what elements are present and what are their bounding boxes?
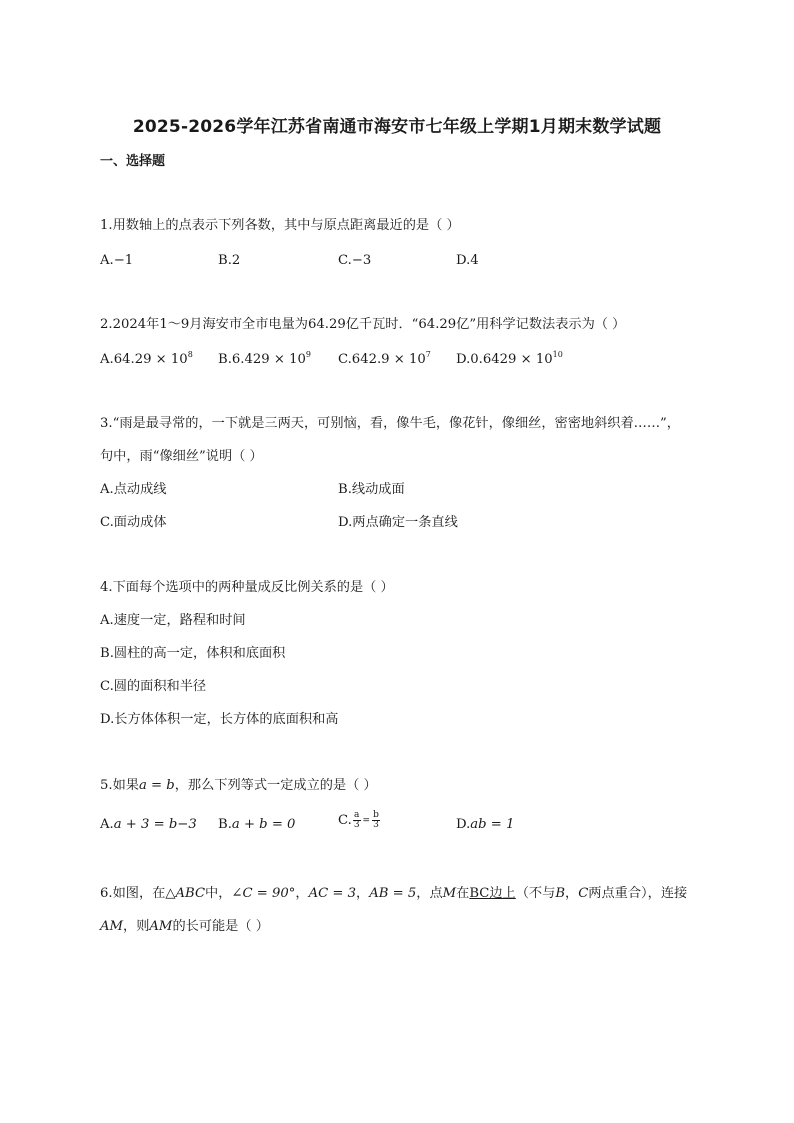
question-2-option-d: $D.0.6429 \times 10^{10}$ (456, 350, 563, 367)
fraction-a-over-3: $\frac{a}{3}$ (353, 810, 360, 830)
question-5-stem: 5.如果a = b，那么下列等式一定成立的是（ ） (100, 778, 377, 793)
question-4-stem: 4.下面每个选项中的两种量成反比例关系的是（ ） (100, 580, 394, 595)
fraction-b-over-3: $\frac{b}{3}$ (373, 810, 379, 830)
question-4-option-d: D.长方体体积一定，长方体的底面积和高 (100, 712, 339, 727)
question-4-option-a: A.速度一定，路程和时间 (100, 613, 246, 628)
question-3-stem-line-2: 句中，雨“像细丝”说明（ ） (100, 449, 263, 464)
question-3-option-c: C.面动成体 (100, 515, 167, 530)
section-heading: 一、选择题 (100, 154, 166, 169)
question-6-stem-line-1: 6.如图，在△ABC中，∠C = 90°，AC = 3，AB = 5，点M在BC边上（不与B，C两点重合），连接 (100, 886, 688, 901)
question-2-stem: 2.2024年1～9月海安市全市电量为64.29亿千瓦时．“64.29亿”用科学记数法表示为（ ） (100, 317, 626, 332)
question-5-option-a: A.a + 3 = b−3 (100, 817, 197, 832)
question-1-option-a: A.−1 (100, 253, 134, 268)
question-2-option-c: $C.642.9 \times 10^7$ (338, 350, 431, 367)
question-4-option-b: B.圆柱的高一定，体积和底面积 (100, 646, 286, 661)
question-5-option-c: C. $\frac{a}{3}$ = $\frac{b}{3}$ (338, 810, 379, 830)
page-title: 2025-2026学年江苏省南通市海安市七年级上学期1月期末数学试题 (132, 117, 662, 137)
question-3-option-d: D.两点确定一条直线 (338, 515, 458, 530)
question-5-option-d: D.ab = 1 (456, 817, 515, 832)
question-2-option-b: $B.6.429 \times 10^9$ (218, 350, 311, 367)
question-6-stem-line-2: AM，则AM的长可能是（ ） (100, 919, 269, 934)
question-1-stem: 1.用数轴上的点表示下列各数，其中与原点距离最近的是（ ） (100, 218, 460, 233)
question-3-stem-line-1: 3.“雨是最寻常的，一下就是三两天，可别恼，看，像牛毛，像花针，像细丝，密密地斜织着……”， (100, 416, 680, 431)
question-2-option-a: $A.64.29 \times 10^8$ (100, 350, 193, 367)
question-1-option-c: C.−3 (338, 253, 372, 268)
question-3-option-a: A.点动成线 (100, 482, 167, 497)
question-5-option-b: B.a + b = 0 (218, 817, 296, 832)
question-3-option-b: B.线动成面 (338, 482, 405, 497)
question-1-option-b: B.2 (218, 253, 241, 268)
question-1-option-d: D.4 (456, 253, 479, 268)
question-4-option-c: C.圆的面积和半径 (100, 679, 207, 694)
